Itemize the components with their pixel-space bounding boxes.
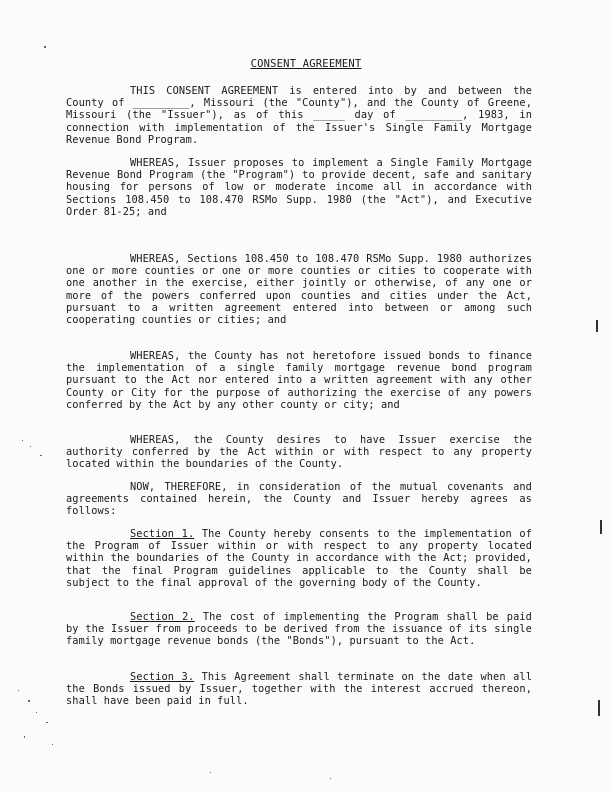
section-1-paragraph [66,528,532,589]
section-2-heading: Section 2. [130,611,195,623]
now-therefore-paragraph: NOW, THEREFORE, in consideration of the mutual covenants and agreements contained herein, the County and Issuer hereby agrees as follows: [66,481,532,518]
scan-speck [46,722,48,723]
scan-speck [210,772,211,773]
scan-speck [596,320,598,332]
section-1-text: The County hereby consents to the implementation of the Program of Issuer within or with respect to any property located within the boundaries of the County in accordance with the Act; provided, that the final Program guidelines applicable to the County shall be subject to the final approval of the governing body of the County. [66,528,532,589]
intro-paragraph: THIS CONSENT AGREEMENT is entered into by and between the County of _________, Missouri (the "County"), and the County of Greene, Missouri (the "Issuer"), as of this _____ day of _________, 1983, in connection with implementation of the Issuer's Single Family Mortgage Revenue Bond Program. [66,85,532,146]
scan-speck [18,690,19,691]
scan-speck [44,46,46,48]
whereas-paragraph-4: WHEREAS, the County desires to have Issuer exercise the authority conferred by the Act within or with respect to any property located within the boundaries of the County. [66,434,532,471]
section-2-text: The cost of implementing the Program shall be paid by the Issuer from proceeds to be derived from the issuance of its single family mortgage revenue bonds (the "Bonds"), pursuant to the Act. [66,611,532,648]
whereas-paragraph-3: WHEREAS, the County has not heretofore issued bonds to finance the implementation of a single family mortgage revenue bond program pursuant to the Act nor entered into a written agreement with any other County or City for the purpose of authorizing the exercise of any powers conferred by the Act by any other county or city; and [66,350,532,411]
document-title: CONSENT AGREEMENT [250,58,362,70]
scan-speck [52,744,53,745]
section-3-paragraph [66,671,532,708]
section-3-text: This Agreement shall terminate on the date when all the Bonds issued by Issuer, together with the interest accrued thereon, shall have been paid in full. [66,671,532,708]
scan-speck [24,736,25,738]
scan-speck [330,778,331,779]
scan-speck [598,700,600,716]
section-1-heading: Section 1. [130,528,195,540]
scan-speck [600,520,602,534]
section-2-paragraph [66,611,532,648]
scan-speck [36,712,37,713]
scan-speck [22,440,23,441]
whereas-paragraph-2: WHEREAS, Sections 108.450 to 108.470 RSMo Supp. 1980 authorizes one or more counties or one or more counties or cities to cooperate with one another in the exercise, either jointly or otherwise, of any one or more of the powers conferred upon counties and cities under the Act, pursuant to a written agreement entered into between or among such cooperating counties or cities; and [66,253,532,327]
section-3-heading: Section 3. [130,671,195,683]
scan-speck [40,455,42,456]
whereas-paragraph-1: WHEREAS, Issuer proposes to implement a Single Family Mortgage Revenue Bond Program (the "Program") to provide decent, safe and sanitary housing for persons of low or moderate income all in accordance with Sections 108.450 to 108.470 RSMo Supp. 1980 (the "Act"), and Executive Order 81-25; and [66,157,532,218]
scan-speck [28,700,30,702]
scan-speck [30,446,31,447]
